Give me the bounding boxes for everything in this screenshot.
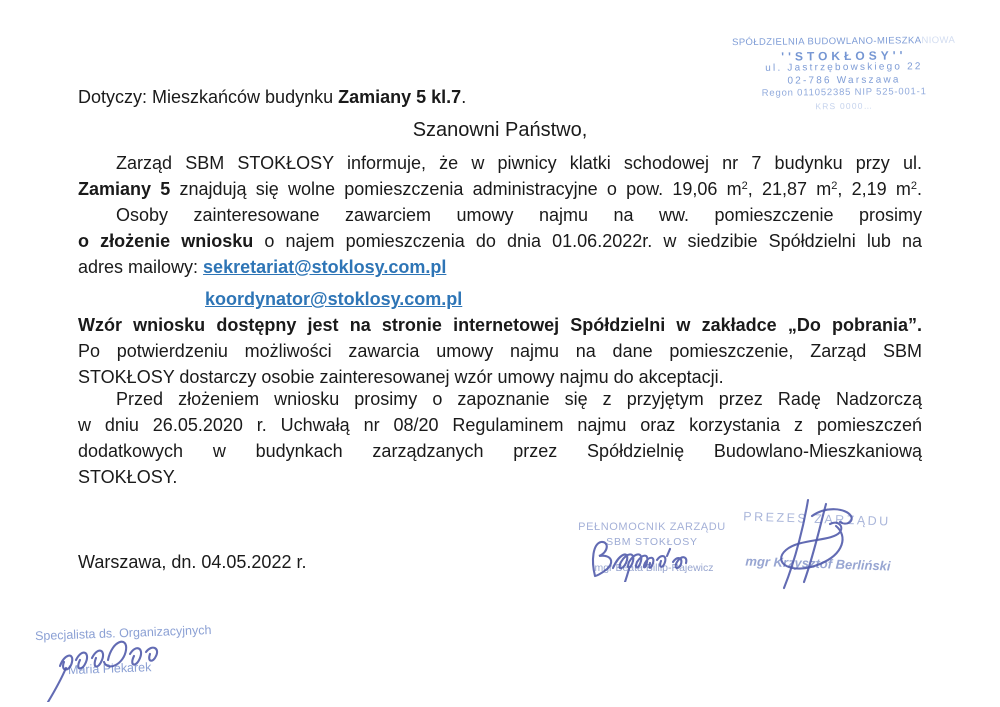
- email-link-line: [205, 286, 462, 312]
- subject-prefix: Dotyczy: Mieszkańców budynku: [78, 87, 339, 107]
- text-line: [78, 176, 922, 202]
- handwritten-signature-proxy: [583, 536, 723, 582]
- text-line: dodatkowych w budynkach zarządzanych przez Spółdzielnię Budowlano-Mieszkaniową: [78, 441, 922, 461]
- text-line: Przed złożeniem wniosku prosimy o zapoznanie się z przyjętym przez Radę Nadzorczą: [116, 389, 922, 409]
- stamp-company-name-text: SPÓŁDZIELNIA BUDOWLANO-MIESZKA: [731, 35, 922, 49]
- bold-submit-request: o złożenie wniosku: [78, 231, 254, 251]
- text-line: Zarząd SBM STOKŁOSY informuje, że w piwnicy klatki schodowej nr 7 budynku przy ul.: [116, 153, 922, 173]
- stamp-krs-line: KRS 0000…: [815, 100, 874, 111]
- text-line: [78, 312, 922, 338]
- superscript-square: 2: [741, 180, 748, 192]
- email-link-koordynator[interactable]: koordynator@stoklosy.com.pl: [205, 289, 463, 309]
- text-line: Osoby zainteresowane zawarciem umowy najmu na ww. pomieszczenie prosimy: [116, 205, 922, 225]
- stamp-brand-line: ''STOKŁOSY'': [781, 47, 907, 64]
- proxy-stamp-name: mgr Beata Billip-Rajewicz: [594, 562, 714, 574]
- stamp-company-name-faded: NIOWA: [921, 34, 956, 47]
- text-line: Po potwierdzeniu możliwości zawarcia umowy najmu na dane pomieszczenie, Zarząd SBM: [78, 341, 922, 361]
- subject-period: .: [461, 87, 467, 107]
- email-label: adres mailowy:: [78, 257, 204, 277]
- president-stamp-name: mgr Krzysztof Berliński: [745, 553, 891, 574]
- date-line: Warszawa, dn. 04.05.2022 r.: [78, 552, 307, 572]
- line-text: znajdują się wolne pomieszczenia administracyjne o pow. 19,06 m: [170, 179, 742, 199]
- superscript-square: 2: [910, 180, 917, 192]
- line-text: .: [917, 179, 923, 199]
- proxy-stamp-title: PEŁNOMOCNIK ZARZĄDU: [578, 521, 726, 533]
- line-text: o najem pomieszczenia do dnia 01.06.2022r. w siedzibie Spółdzielni lub na: [253, 231, 922, 251]
- president-stamp-title: PREZES ZARZĄDU: [743, 509, 891, 529]
- paragraph-premises-info: [78, 150, 922, 202]
- bold-form-notice: Wzór wniosku dostępny jest na stronie internetowej Spółdzielni w zakładce „Do pobrania”.: [78, 315, 922, 335]
- line-text: , 21,87 m: [747, 179, 832, 199]
- specialist-stamp-name: Maria Piekarek: [67, 660, 152, 678]
- text-line: STOKŁOSY.: [78, 467, 178, 487]
- paragraph-application-request: [78, 202, 922, 280]
- handwritten-signature-president: [752, 496, 877, 592]
- paragraph-regulations: [78, 386, 922, 490]
- company-header-stamp: [698, 34, 991, 113]
- email-link-sekretariat[interactable]: sekretariat@stoklosy.com.pl: [203, 257, 447, 277]
- proxy-stamp-org: SBM STOKŁOSY: [606, 536, 698, 548]
- subject-line: [78, 87, 466, 108]
- subject-building: Zamiany 5 kl.7: [338, 87, 462, 107]
- salutation: Szanowni Państwo,: [412, 119, 588, 141]
- superscript-square: 2: [831, 180, 838, 192]
- bold-building-name: Zamiany 5: [78, 179, 171, 199]
- stamp-city-line: 02-786 Warszawa: [787, 73, 901, 87]
- handwritten-signature-specialist: [46, 630, 196, 702]
- paragraph-form-download: [78, 312, 922, 390]
- text-line: [78, 228, 922, 254]
- text-line: STOKŁOSY dostarczy osobie zainteresowanej wzór umowy najmu do akceptacji.: [78, 367, 724, 387]
- stamp-regon-nip-line: Regon 011052385 NIP 525-001-1: [761, 86, 927, 99]
- stamp-street-line: ul. Jastrzębowskiego 22: [765, 61, 923, 74]
- specialist-stamp-title: Specjalista ds. Organizacyjnych: [34, 622, 212, 644]
- text-line: [78, 254, 922, 280]
- line-text: , 2,19 m: [837, 179, 911, 199]
- text-line: w dniu 26.05.2020 r. Uchwałą nr 08/20 Regulaminem najmu oraz korzystania z pomieszczeń: [78, 415, 922, 435]
